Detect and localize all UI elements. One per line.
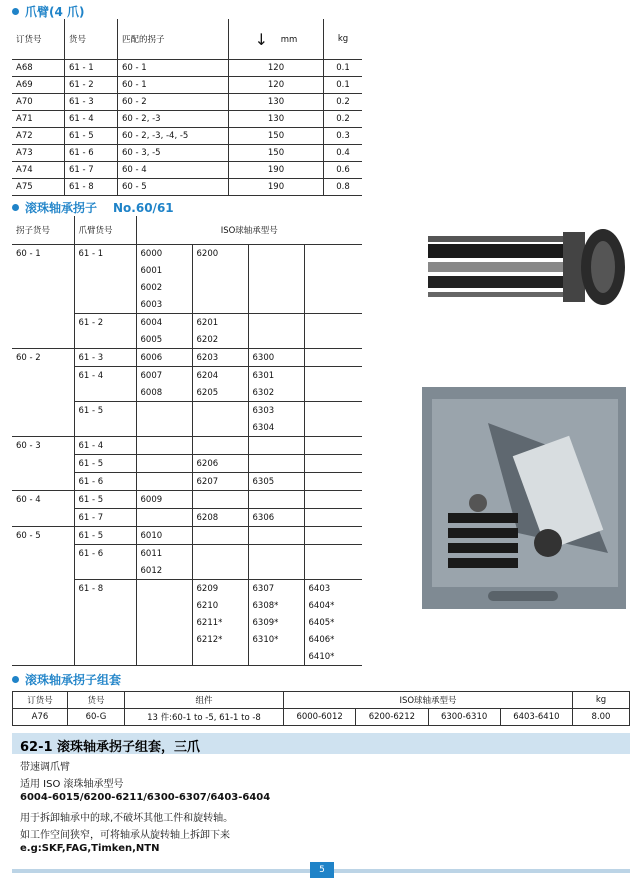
- table-row: 60 - 1 61 - 1 6000 6200: [12, 245, 362, 263]
- table-row: 61 - 5 6206: [12, 455, 362, 473]
- table-row: A72 61 - 5 60 - 2, -3, -4, -5 150 0.3: [12, 128, 362, 145]
- table-row: 6211* 6309* 6405*: [12, 614, 362, 631]
- table-row: 6304: [12, 419, 362, 437]
- col-item-no: 货号: [65, 19, 118, 60]
- desc-line: 6004-6015/6200-6211/6300-6307/6403-6404: [20, 792, 271, 803]
- col-kg: kg: [324, 19, 363, 60]
- table-row: 61 - 6 6011: [12, 545, 362, 563]
- puller-photo: [428, 222, 628, 312]
- table-row: 6210 6308* 6404*: [12, 597, 362, 614]
- section-title-kit: 滚珠轴承拐子组套: [12, 671, 121, 688]
- table-row: 61 - 8 6209 6307 6403: [12, 580, 362, 598]
- bullet-icon: [12, 8, 19, 15]
- table-header-row: [12, 216, 362, 245]
- table-row: A73 61 - 6 60 - 3, -5 150 0.4: [12, 145, 362, 162]
- desc-line: 如工作空间狭窄，可将轴承从旋转轴上拆卸下来: [20, 830, 230, 841]
- section-title-jaws: 爪臂(4 爪): [12, 3, 85, 20]
- product-title-bar: [12, 733, 630, 754]
- desc-line: 用于拆卸轴承中的球,不破坏其他工件和旋转轴。: [20, 813, 234, 824]
- table-row: 6012: [12, 562, 362, 580]
- col-mm: ↓ mm: [229, 19, 324, 60]
- jaw-arm-table: [12, 19, 362, 196]
- table-row: 60 - 5 61 - 5 6010: [12, 527, 362, 545]
- table-row: 61 - 5 6303: [12, 402, 362, 420]
- table-row: A69 61 - 2 60 - 1 120 0.1: [12, 77, 362, 94]
- table-row: 6008 6205 6302: [12, 384, 362, 402]
- table-header-row: 订货号 货号 组件 ISO球轴承型号 kg: [13, 692, 630, 709]
- table-row: 6001: [12, 262, 362, 279]
- bullet-icon: [12, 204, 19, 211]
- table-row: A71 61 - 4 60 - 2, -3 130 0.2: [12, 111, 362, 128]
- table-row: A74 61 - 7 60 - 4 190 0.6: [12, 162, 362, 179]
- bullet-icon: [12, 676, 19, 683]
- desc-line: e.g:SKF,FAG,Timken,NTN: [20, 843, 160, 854]
- table-row: 61 - 2 6004 6201: [12, 314, 362, 332]
- puller-bearing-table: [12, 216, 362, 666]
- table-row: 60 - 4 61 - 5 6009: [12, 491, 362, 509]
- table-row: 61 - 4 6007 6204 6301: [12, 367, 362, 385]
- table-row: 61 - 7 6208 6306: [12, 509, 362, 527]
- desc-line: 适用 ISO 滚珠轴承型号: [20, 779, 124, 790]
- table-row: A75 61 - 8 60 - 5 190 0.8: [12, 179, 362, 196]
- down-arrow-icon: ↓: [254, 29, 269, 49]
- kit-case-photo: [418, 383, 630, 613]
- table-row: A70 61 - 3 60 - 2 130 0.2: [12, 94, 362, 111]
- page-number: 5: [310, 862, 334, 878]
- table-row: 6410*: [12, 648, 362, 666]
- col-iso-bearing: ISO球轴承型号: [136, 216, 362, 245]
- section-title-pullers: 滚珠轴承拐子 No.60/61: [12, 199, 174, 216]
- table-row: 6005 6202: [12, 331, 362, 349]
- kit-table: [12, 691, 630, 726]
- col-arm-no: 爪臂货号: [74, 216, 136, 245]
- table-row: A76 60-G 13 件:60-1 to -5, 61-1 to -8 6000-6012 6200-6212 6300-6310 6403-6410 8.00: [13, 709, 630, 726]
- table-row: 61 - 6 6207 6305: [12, 473, 362, 491]
- table-row: 60 - 3 61 - 4: [12, 437, 362, 455]
- table-row: 6212* 6310* 6406*: [12, 631, 362, 648]
- table-row: 60 - 2 61 - 3 6006 6203 6300: [12, 349, 362, 367]
- table-row: 6002: [12, 279, 362, 296]
- desc-line: 带速调爪臂: [20, 762, 70, 773]
- table-row: 6003: [12, 296, 362, 314]
- product-title: 62-1 滚珠轴承拐子组套，三爪: [20, 740, 201, 755]
- table-row: A68 61 - 1 60 - 1 120 0.1: [12, 60, 362, 77]
- col-matching-puller: 匹配的拐子: [118, 19, 229, 60]
- table-header-row: [12, 19, 362, 60]
- col-puller-no: 拐子货号: [12, 216, 74, 245]
- col-order-no: 订货号: [12, 19, 65, 60]
